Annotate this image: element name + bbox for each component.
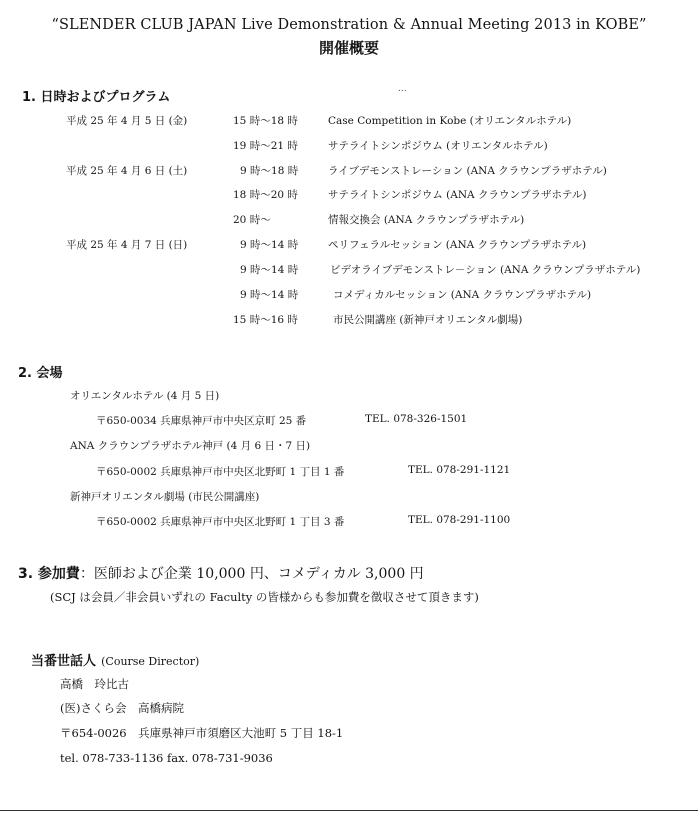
program-event: ライブデモンストレーション (ANA クラウンプラザホテル) — [328, 165, 607, 177]
program-date-2: 平成 25 年 4 月 6 日 (土) — [66, 165, 188, 177]
program-time: 18 時～20 時 — [233, 189, 298, 201]
venue-address: 〒650-0002 兵庫県神戸市中央区北野町 1 丁目 3 番 — [96, 516, 345, 528]
fee-note: (SCJ は会員／非会員いずれの Faculty の皆様からも参加費を徴収させて頂きます) — [50, 590, 479, 604]
venue-address: 〒650-0002 兵庫県神戸市中央区北野町 1 丁目 1 番 — [96, 466, 345, 478]
document-subtitle: 開催概要 — [318, 39, 379, 57]
stray-dots: ... — [398, 84, 407, 94]
program-date-1: 平成 25 年 4 月 5 日 (金) — [66, 115, 188, 127]
director-org: (医)さくら会 高橋病院 — [60, 701, 184, 715]
director-phone: tel. 078-733-1136 fax. 078-731-9036 — [60, 751, 273, 765]
fee-line — [18, 563, 424, 583]
venue-name: ANA クラウンプラザホテル神戸 (4 月 6 日・7 日) — [70, 440, 311, 452]
document-title: “SLENDER CLUB JAPAN Live Demonstration & Annual Meeting 2013 in KOBE” — [51, 17, 647, 33]
bottom-rule — [0, 810, 698, 811]
director-address: 〒654-0026 兵庫県神戸市須磨区大池町 5 丁目 18-1 — [60, 726, 344, 740]
program-time: 15 時～18 時 — [233, 115, 298, 127]
program-time: 19 時～21 時 — [233, 140, 298, 152]
venue-name: 新神戸オリエンタル劇場 (市民公開講座) — [70, 491, 260, 503]
venue-name: オリエンタルホテル (4 月 5 日) — [70, 390, 220, 402]
program-heading: 1. 日時およびプログラム — [22, 90, 171, 105]
program-event: ペリフェラルセッション (ANA クラウンプラザホテル) — [328, 239, 587, 251]
program-event: 市民公開講座 (新神戸オリエンタル劇場) — [333, 314, 523, 326]
program-time: 15 時～16 時 — [233, 314, 298, 326]
director-name: 高橋 玲比古 — [60, 677, 129, 691]
program-event: ビデオライブデモンストレ－ション (ANA クラウンプラザホテル) — [330, 264, 641, 276]
venue-tel: TEL. 078-291-1100 — [408, 514, 511, 526]
program-event: Case Competition in Kobe (オリエンタルホテル) — [328, 115, 572, 127]
program-time: 9 時～14 時 — [240, 289, 299, 301]
program-date-3: 平成 25 年 4 月 7 日 (日) — [66, 239, 188, 251]
program-time: 9 時～14 時 — [240, 239, 299, 251]
director-label-en: (Course Director) — [101, 655, 200, 668]
program-time: 20 時～ — [233, 214, 271, 226]
fee-text: ：医師および企業 10,000 円、コメディカル 3,000 円 — [79, 566, 424, 582]
program-event: 情報交換会 (ANA クラウンプラザホテル) — [328, 214, 525, 226]
program-event: コメディカルセッション (ANA クラウンプラザホテル) — [333, 289, 592, 301]
director-label: 当番世話人 — [31, 654, 97, 669]
venue-address: 〒650-0034 兵庫県神戸市中央区京町 25 番 — [96, 415, 307, 427]
program-event: サテライトシンポジウム (オリエンタルホテル) — [328, 140, 548, 152]
venue-heading: 2. 会場 — [18, 366, 63, 381]
director-heading — [31, 650, 199, 669]
fee-label: 3. 参加費 — [18, 566, 80, 582]
venue-tel: TEL. 078-291-1121 — [408, 464, 511, 476]
program-time: 9 時～14 時 — [240, 264, 299, 276]
program-time: 9 時～18 時 — [240, 165, 299, 177]
venue-tel: TEL. 078-326-1501 — [365, 413, 468, 425]
program-event: サテライトシンポジウム (ANA クラウンプラザホテル) — [328, 189, 587, 201]
